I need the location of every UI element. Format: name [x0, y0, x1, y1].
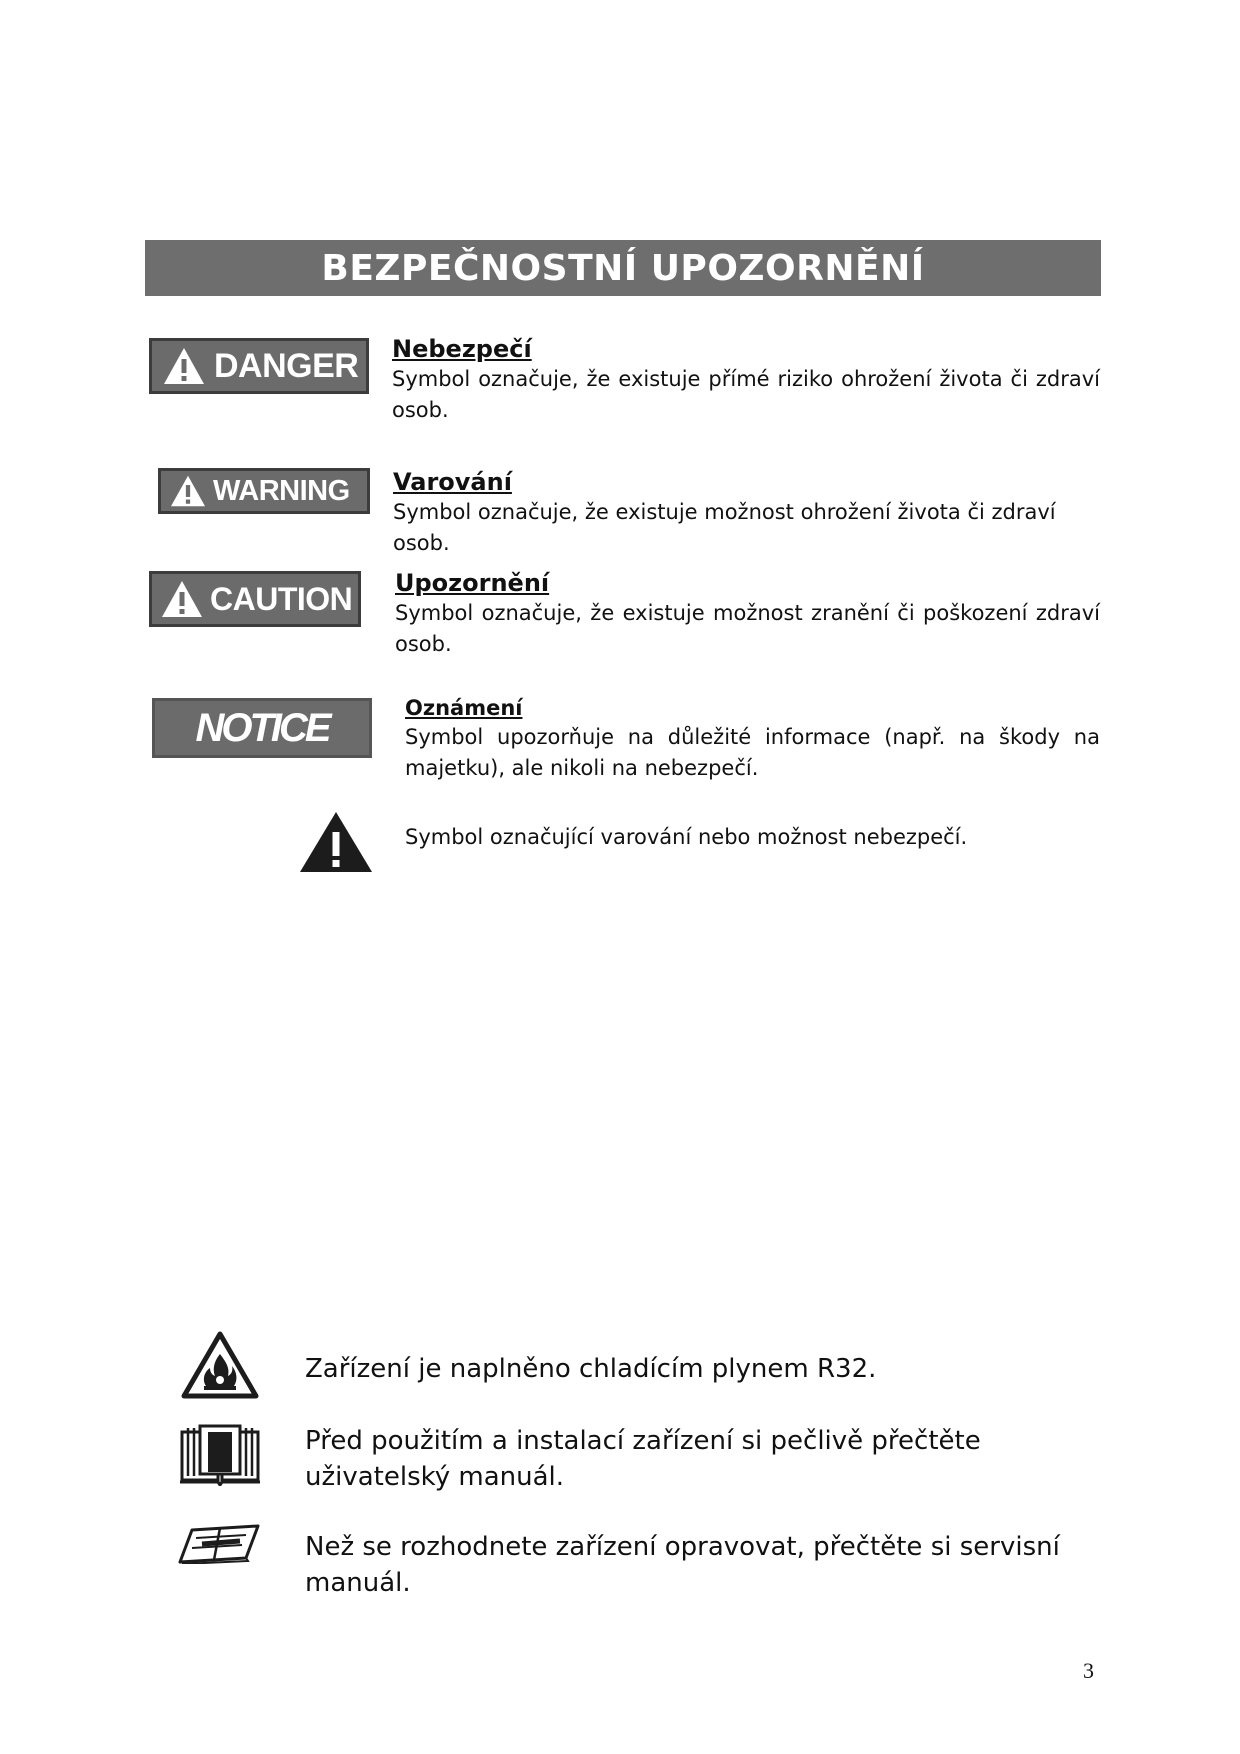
note-service-manual: Než se rozhodnete zařízení opravovat, přečtěte si servisní manuál. — [305, 1532, 1060, 1598]
notice-heading: Oznámení — [405, 696, 523, 720]
service-manual-icon — [178, 1524, 260, 1564]
warning-description: Symbol označuje, že existuje možnost ohrožení života či zdraví osob. — [393, 500, 1056, 555]
notice-description: Symbol upozorňuje na důležité informace (např. na škody na majetku), ale nikoli na nebezpečí. — [405, 725, 1100, 780]
warning-badge-label: WARNING — [213, 474, 350, 507]
danger-badge — [149, 338, 369, 394]
danger-entry — [392, 334, 1100, 426]
note-refrigerant: Zařízení je naplněno chladícím plynem R32. — [305, 1354, 877, 1384]
warning-badge — [158, 468, 370, 514]
page-title: BEZPEČNOSTNÍ UPOZORNĚNÍ — [145, 240, 1101, 296]
warning-triangle-icon — [162, 346, 206, 386]
user-manual-icon — [178, 1424, 262, 1486]
warning-symbol-text: Symbol označující varování nebo možnost nebezpečí. — [405, 825, 968, 849]
danger-heading: Nebezpečí — [392, 335, 532, 363]
warning-entry — [393, 467, 1105, 559]
caution-description: Symbol označuje, že existuje možnost zranění či poškození zdraví osob. — [395, 601, 1100, 656]
note-user-manual: Před použitím a instalací zařízení si pečlivě přečtěte uživatelský manuál. — [305, 1426, 981, 1492]
warning-heading: Varování — [393, 468, 512, 496]
caution-heading: Upozornění — [395, 569, 550, 597]
notice-badge — [152, 698, 372, 758]
caution-badge-label: CAUTION — [210, 580, 353, 617]
page-number: 3 — [1083, 1658, 1094, 1683]
flammable-warning-icon — [180, 1330, 260, 1400]
caution-entry — [395, 568, 1100, 660]
caution-badge — [149, 571, 361, 627]
warning-triangle-icon — [298, 810, 374, 874]
danger-badge-label: DANGER — [214, 346, 359, 385]
warning-triangle-icon — [169, 474, 207, 508]
danger-description: Symbol označuje, že existuje přímé riziko ohrožení života či zdraví osob. — [392, 367, 1100, 422]
warning-triangle-icon — [160, 579, 204, 619]
notice-entry — [405, 694, 1100, 784]
notice-badge-label: NOTICE — [195, 705, 329, 750]
